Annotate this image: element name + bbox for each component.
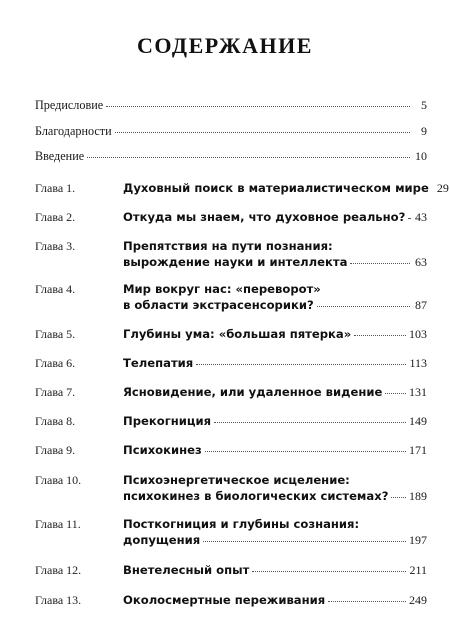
- dot-leader: [106, 105, 410, 107]
- toc-entry-chapter-2: [35, 209, 427, 225]
- chapter-label: Глава 1.: [35, 181, 76, 195]
- toc-entry-chapter-3: [35, 238, 427, 270]
- chapter-page: 29: [436, 181, 449, 195]
- dot-leader: [350, 262, 410, 264]
- chapter-title: Посткогниция и глубины сознания:: [123, 517, 360, 531]
- toc-entry-chapter-7: [35, 384, 427, 400]
- chapter-label: Глава 5.: [35, 327, 76, 341]
- dot-leader: [115, 131, 410, 133]
- toc-entry-chapter-13: [35, 592, 427, 608]
- dot-leader: [205, 450, 406, 452]
- chapter-title: Психоэнергетическое исцеление:: [123, 473, 350, 487]
- dot-leader: [87, 156, 410, 158]
- toc-entry-chapter-1: [35, 180, 449, 196]
- toc-entry-chapter-5: [35, 326, 427, 342]
- chapter-title: Прекогниция: [123, 414, 212, 428]
- entry-page: 5: [421, 98, 427, 112]
- entry-title: Благодарности: [35, 124, 112, 138]
- chapter-title: Мир вокруг нас: «переворот»: [123, 282, 321, 296]
- chapter-label: Глава 6.: [35, 356, 76, 370]
- chapter-label: Глава 4.: [35, 282, 76, 296]
- entry-page: 10: [415, 149, 427, 163]
- toc-entry-chapter-12: [35, 562, 427, 578]
- toc-entry-preface: [35, 97, 427, 113]
- chapter-title: Препятствия на пути познания:: [123, 239, 333, 253]
- chapter-title: Глубины ума: «большая пятерка»: [123, 327, 352, 341]
- entry-title: Введение: [35, 149, 85, 163]
- chapter-page: 189: [409, 489, 427, 503]
- toc-entry-introduction: [35, 148, 427, 164]
- chapter-page: 197: [409, 533, 427, 547]
- toc-entry-chapter-8: [35, 413, 427, 429]
- chapter-page: 249: [409, 593, 427, 607]
- chapter-label: Глава 2.: [35, 210, 76, 224]
- chapter-page: 211: [409, 563, 427, 577]
- chapter-page: 149: [409, 414, 427, 428]
- chapter-label: Глава 7.: [35, 385, 76, 399]
- entry-title: Предисловие: [35, 98, 104, 112]
- chapter-page: 113: [409, 356, 427, 370]
- dot-leader: [214, 421, 406, 423]
- chapter-title: Внетелесный опыт: [123, 563, 250, 577]
- entry-page: 9: [421, 124, 427, 138]
- toc-entry-chapter-4: [35, 281, 427, 313]
- toc-entry-chapter-9: [35, 442, 427, 458]
- toc-entry-chapter-6: [35, 355, 427, 371]
- chapter-title-continued: в области экстрасенсорики?: [123, 298, 314, 312]
- dot-leader: [391, 496, 406, 498]
- toc-entry-chapter-10: [35, 472, 427, 504]
- chapter-page: 131: [409, 385, 427, 399]
- chapter-page: 43: [415, 210, 427, 224]
- dot-leader: [385, 392, 406, 394]
- chapter-page: 103: [409, 327, 427, 341]
- chapter-label: Глава 9.: [35, 443, 76, 457]
- chapter-label: Глава 12.: [35, 563, 82, 577]
- dot-leader: [354, 334, 406, 336]
- dot-leader: [317, 305, 410, 307]
- chapter-label: Глава 13.: [35, 593, 82, 607]
- chapter-title: Околосмертные переживания: [123, 593, 326, 607]
- chapter-label: Глава 11.: [35, 517, 81, 531]
- chapter-title: Ясновидение, или удаленное видение: [123, 385, 383, 399]
- dot-leader: [203, 540, 406, 542]
- chapter-title: Духовный поиск в материалистическом мире: [123, 181, 429, 195]
- chapter-title-continued: психокинез в биологических системах?: [123, 489, 389, 503]
- toc-entry-chapter-11: [35, 516, 427, 548]
- chapter-label: Глава 8.: [35, 414, 76, 428]
- chapter-page: 63: [415, 255, 427, 269]
- dot-leader: [328, 600, 406, 602]
- dot-leader: [252, 570, 406, 572]
- chapter-page: 87: [415, 298, 427, 312]
- toc-entry-acknowledgements: [35, 123, 427, 139]
- chapter-label: Глава 10.: [35, 473, 82, 487]
- dot-leader: [408, 217, 410, 219]
- chapter-title: Откуда мы знаем, что духовное реально?: [123, 210, 406, 224]
- chapter-page: 171: [409, 443, 427, 457]
- chapter-title-continued: вырождение науки и интеллекта: [123, 255, 348, 269]
- chapter-label: Глава 3.: [35, 239, 76, 253]
- page-title: СОДЕРЖАНИЕ: [137, 33, 313, 58]
- chapter-title: Психокинез: [123, 443, 202, 457]
- chapter-title-continued: допущения: [123, 533, 201, 547]
- dot-leader: [196, 363, 406, 365]
- chapter-title: Телепатия: [123, 356, 194, 370]
